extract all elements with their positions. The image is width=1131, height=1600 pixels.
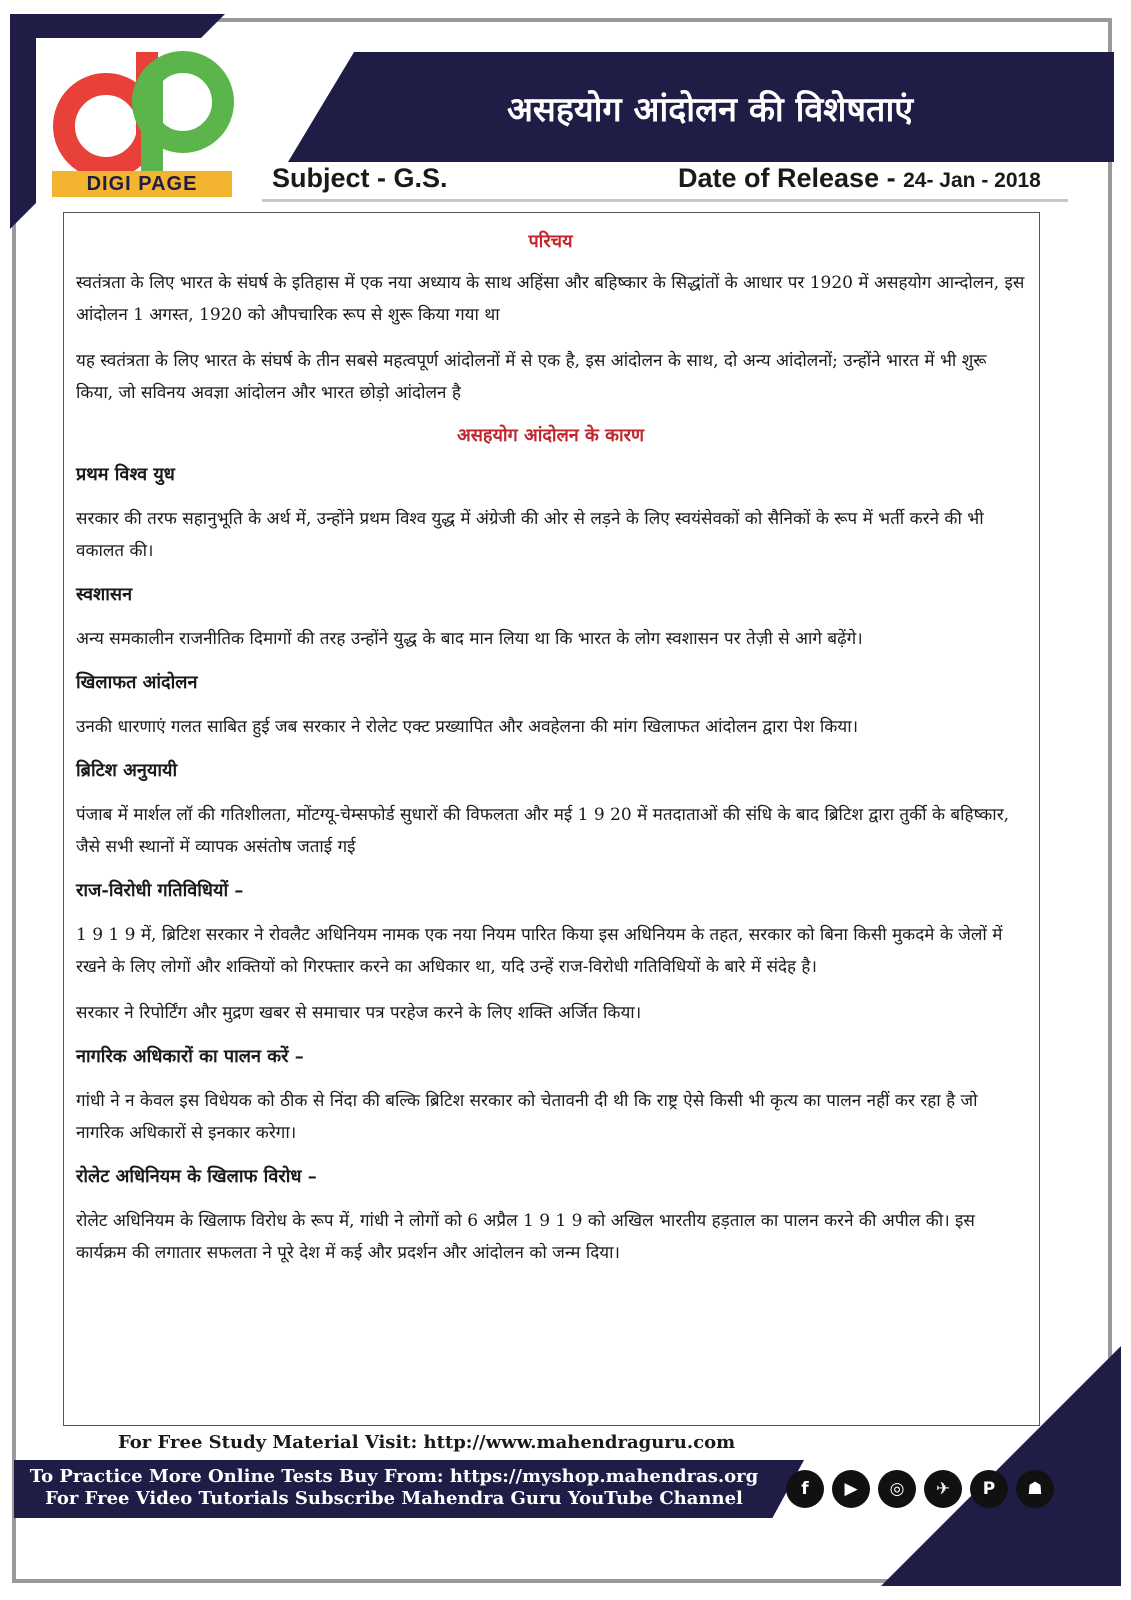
heading-civil-rights: नागरिक अधिकारों का पालन करें – bbox=[76, 1046, 304, 1067]
article-body bbox=[63, 212, 1040, 1426]
youtube-icon[interactable]: ▶ bbox=[832, 1470, 870, 1508]
heading-world-war: प्रथम विश्व युध bbox=[76, 464, 175, 485]
header-divider bbox=[262, 199, 1068, 202]
heading-british: ब्रिटिश अनुयायी bbox=[76, 760, 178, 781]
facebook-icon[interactable]: f bbox=[786, 1470, 824, 1508]
pinterest-icon[interactable]: P bbox=[970, 1470, 1008, 1508]
heading-anti-raj: राज-विरोधी गतिविधियों – bbox=[76, 880, 244, 901]
paragraph-khilafat: उनकी धारणाएं गलत साबित हुई जब सरकार ने रोलेट एक्ट प्रख्यापित और अवहेलना की मांग खिलाफत आंदोलन द्वारा पेश किया। bbox=[76, 717, 859, 737]
paragraph-self-rule: अन्य समकालीन राजनीतिक दिमागों की तरह उन्होंने युद्ध के बाद मान लिया था कि भारत के लोग स्वशासन पर तेज़ी से आगे बढ़ेंगे। bbox=[76, 629, 863, 649]
footer-text bbox=[24, 1466, 764, 1510]
intro-paragraph-1: स्वतंत्रता के लिए भारत के संघर्ष के इतिहास में एक नया अध्याय के साथ अहिंसा और बहिष्कार के सिद्धांतों के आधार पर 1920 में असहयोग आन्दोलन, इस आंदोलन 1 अगस्त, 1920 को औपचारिक रूप से शुरू किया गया था bbox=[76, 273, 1025, 325]
page-title: असहयोग आंदोलन की विशेषताएं bbox=[506, 90, 914, 130]
instagram-icon[interactable]: ◎ bbox=[878, 1470, 916, 1508]
footer-line-2[interactable]: For Free Video Tutorials Subscribe Mahendra Guru YouTube Channel bbox=[45, 1488, 743, 1509]
heading-self-rule: स्वशासन bbox=[76, 584, 133, 605]
release-info bbox=[678, 163, 1041, 194]
paragraph-press: सरकार ने रिपोर्टिंग और मुद्रण खबर से समाचार पत्र परहेज करने के लिए शक्ति अर्जित किया। bbox=[76, 1003, 642, 1023]
intro-paragraph-2: यह स्वतंत्रता के लिए भारत के संघर्ष के तीन सबसे महत्वपूर्ण आंदोलनों में से एक है, इस आंदोलन के साथ, दो अन्य आंदोलनों; उन्होंने भारत में भी शुरू किया, जो सविनय अवज्ञा आंदोलन और भारत छोड़ो आंदोलन है bbox=[76, 351, 987, 403]
release-date: 24- Jan - 2018 bbox=[903, 169, 1041, 192]
heading-khilafat: खिलाफत आंदोलन bbox=[76, 672, 198, 693]
intro-title: परिचय bbox=[528, 231, 573, 252]
paragraph-british: पंजाब में मार्शल लॉ की गतिशीलता, मोंटग्यू-चेम्सफोर्ड सुधारों की विफलता और मई 1 9 20 में मतदाताओं की संधि के बाद ब्रिटिश द्वारा तुर्की के बहिष्कार, जैसे सभी स्थानों में व्यापक असंतोष जताई गई bbox=[76, 805, 1010, 857]
social-icons bbox=[786, 1470, 1054, 1508]
causes-title: असहयोग आंदोलन के कारण bbox=[456, 425, 644, 446]
heading-rowlatt-protest: रोलेट अधिनियम के खिलाफ विरोध – bbox=[76, 1166, 317, 1187]
visit-link[interactable]: For Free Study Material Visit: http://www.mahendraguru.com bbox=[118, 1432, 736, 1453]
android-icon[interactable]: ☗ bbox=[1016, 1470, 1054, 1508]
logo-caption: DIGI PAGE bbox=[52, 171, 232, 197]
subject-label: Subject - G.S. bbox=[272, 163, 448, 193]
footer-line-1[interactable]: To Practice More Online Tests Buy From: https://myshop.mahendras.org bbox=[29, 1466, 759, 1487]
release-label: Date of Release - bbox=[678, 163, 896, 193]
twitter-icon[interactable]: ✈ bbox=[924, 1470, 962, 1508]
paragraph-civil-rights: गांधी ने न केवल इस विधेयक को ठीक से निंदा की बल्कि ब्रिटिश सरकार को चेतावनी दी थी कि राष्ट्र ऐसे किसी भी कृत्य का पालन नहीं कर रहा है जो नागरिक अधिकारों से इनकार करेगा। bbox=[76, 1091, 978, 1143]
paragraph-anti-raj: 1 9 1 9 में, ब्रिटिश सरकार ने रोवलैट अधिनियम नामक एक नया नियम पारित किया इस अधिनियम के तहत, सरकार को बिना किसी मुकदमे के जेलों में रखने के लिए लोगों और शक्तियों को गिरफ्तार करने का अधिकार था, यदि उन्हें राज-विरोधी गतिविधियों के बारे में संदेह है। bbox=[76, 925, 1003, 977]
paragraph-world-war: सरकार की तरफ सहानुभूति के अर्थ में, उन्होंने प्रथम विश्व युद्ध में अंग्रेजी की ओर से लड़ने के लिए स्वयंसेवकों को सैनिकों के रूप में भर्ती करने की भी वकालत की। bbox=[76, 509, 984, 561]
paragraph-rowlatt-protest: रोलेट अधिनियम के खिलाफ विरोध के रूप में, गांधी ने लोगों को 6 अप्रैल 1 9 1 9 को अखिल भारतीय हड़ताल का पालन करने की अपील की। इस कार्यक्रम की लगातार सफलता ने पूरे देश में कई और प्रदर्शन और आंदोलन को जन्म दिया। bbox=[76, 1211, 975, 1263]
